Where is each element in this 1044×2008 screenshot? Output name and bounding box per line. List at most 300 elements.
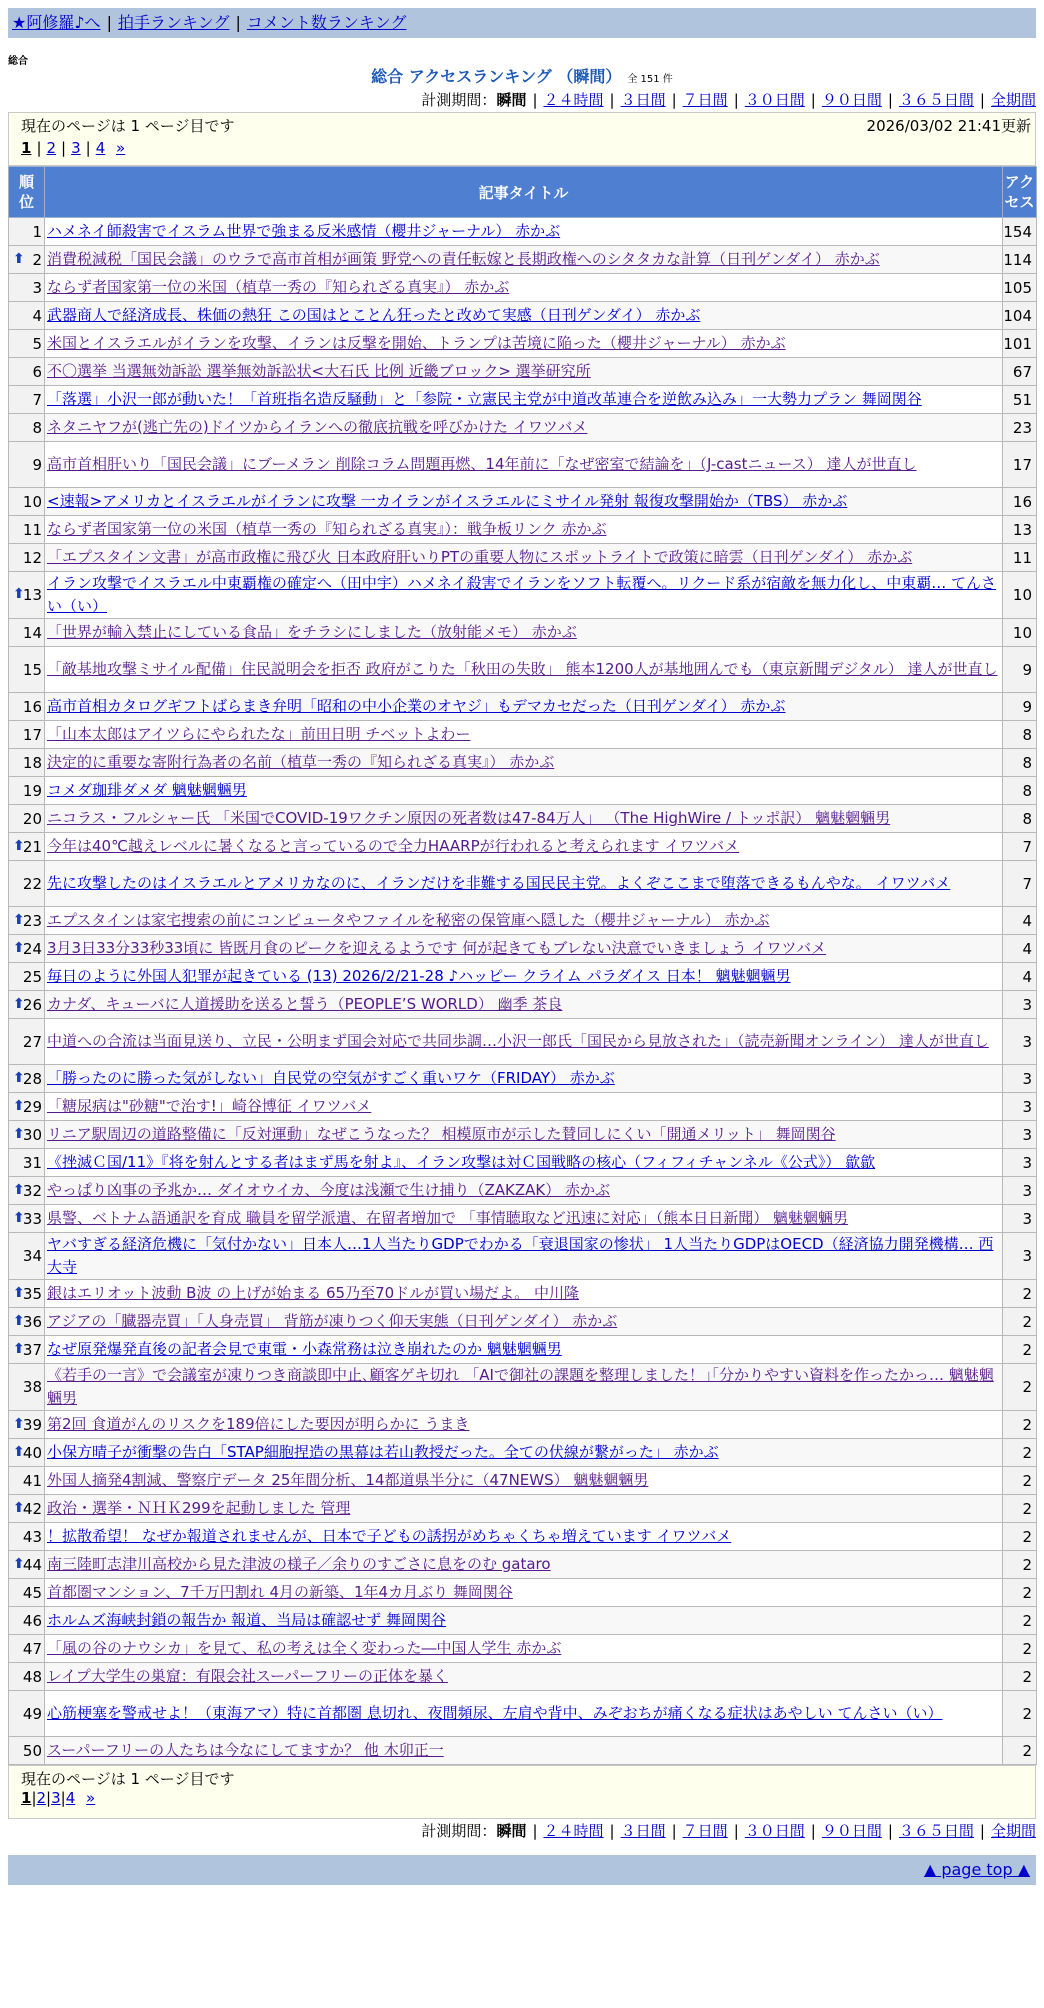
- rank-number: 20: [22, 809, 42, 828]
- rank-number: 15: [22, 660, 42, 679]
- up-arrow-icon: ⬆: [13, 1312, 25, 1329]
- title-cell: [45, 833, 1003, 861]
- rank-cell: [9, 1336, 45, 1364]
- access-count: 3: [1003, 991, 1037, 1019]
- table-row: [9, 907, 1037, 935]
- title-cell: [45, 1308, 1003, 1336]
- table-row: [9, 749, 1037, 777]
- table-row: [9, 1364, 1037, 1411]
- article-link[interactable]: 決定的に重要な寄附行為者の名前（植草一秀の『知られざる真実』） 赤かぶ: [47, 753, 555, 771]
- pager-page-link[interactable]: 4: [65, 1789, 76, 1807]
- top-nav-bar: ★阿修羅♪へ | 拍手ランキング | コメント数ランキング: [8, 8, 1036, 38]
- rank-number: 28: [22, 1069, 42, 1088]
- table-row: [9, 805, 1037, 833]
- table-row: [9, 1467, 1037, 1495]
- article-link[interactable]: 消費税減税「国民会議」のウラで高市首相が画策 野党への責任転嫁と長期政権へのシタタカな計算（日刊ゲンダイ） 赤かぶ: [47, 250, 880, 268]
- table-row: [9, 619, 1037, 647]
- rank-cell: [9, 1439, 45, 1467]
- rank-number: 40: [22, 1443, 42, 1462]
- article-link[interactable]: 「世界が輸入禁止にしている食品」をチラシにしました（放射能メモ） 赤かぶ: [47, 623, 577, 641]
- article-link[interactable]: 《若手の一言》で会議室が凍りつき商談即中止､顧客ゲキ切れ 「AIで御社の課題を整理しました！｣｢分かりやすい資料を作ったかっ… 魑魅魍魎男: [47, 1366, 994, 1407]
- period-option-link[interactable]: ３６５日間: [898, 1822, 974, 1840]
- title-cell: [45, 991, 1003, 1019]
- table-row: [9, 358, 1037, 386]
- title-cell: [45, 218, 1003, 246]
- article-link[interactable]: イラン攻撃でイスラエル中東覇権の確定へ（田中宇）ハメネイ殺害でイランをソフト転覆へ。リクード系が宿敵を無力化し、中東覇… てんさい（い）: [47, 574, 997, 615]
- up-arrow-icon: ⬆: [13, 1340, 25, 1357]
- home-link[interactable]: ★阿修羅♪へ: [12, 13, 101, 32]
- title-cell: [45, 1336, 1003, 1364]
- title-cell: [45, 274, 1003, 302]
- rank-cell: [9, 619, 45, 647]
- rank-number: 38: [22, 1378, 42, 1396]
- rank-number: 24: [22, 939, 42, 958]
- up-arrow-icon: ⬆: [13, 1415, 25, 1432]
- table-row: [9, 1551, 1037, 1579]
- table-row: [9, 1121, 1037, 1149]
- access-count: 23: [1003, 414, 1037, 442]
- title-cell: [45, 1093, 1003, 1121]
- pager-page-link[interactable]: 2: [36, 1789, 47, 1807]
- article-link[interactable]: ハメネイ師殺害でイスラム世界で強まる反米感情（櫻井ジャーナル） 赤かぶ: [47, 222, 561, 240]
- article-link[interactable]: 「風の谷のナウシカ」を見て、私の考えは全く変わった―中国人学生 赤かぶ: [47, 1639, 562, 1657]
- table-row: [9, 1065, 1037, 1093]
- up-arrow-icon: ⬆: [13, 1181, 25, 1198]
- title-cell: [45, 777, 1003, 805]
- table-row: [9, 963, 1037, 991]
- article-link[interactable]: ネタニヤフが(逃亡先の)ドイツからイランへの徹底抗戦を呼びかけた イワツバメ: [47, 418, 588, 436]
- rank-cell: [9, 1149, 45, 1177]
- rank-number: 45: [22, 1583, 42, 1602]
- title-cell: [45, 1579, 1003, 1607]
- up-arrow-icon: ⬆: [13, 939, 25, 956]
- pager: 1 | 2 | 3 | 4 »: [21, 139, 126, 157]
- rank-cell: [9, 1019, 45, 1065]
- rank-cell: [9, 1121, 45, 1149]
- article-link[interactable]: 武器商人で経済成長、株価の熱狂 この国はとことん狂ったと改めて実感（日刊ゲンダイ） 赤かぶ: [47, 306, 701, 324]
- period-option-link[interactable]: ９０日間: [821, 91, 882, 109]
- article-link[interactable]: 第2回 食道がんのリスクを189倍にした要因が明らかに うまき: [47, 1415, 470, 1433]
- rank-number: 2: [32, 250, 42, 269]
- table-row: [9, 330, 1037, 358]
- article-link[interactable]: ならず者国家第一位の米国（植草一秀の『知られざる真実』）：戦争板リンク 赤かぶ: [47, 520, 607, 538]
- rank-number: 39: [22, 1415, 42, 1434]
- access-count: 2: [1003, 1551, 1037, 1579]
- rank-cell: [9, 963, 45, 991]
- access-count: 4: [1003, 907, 1037, 935]
- access-count: 8: [1003, 805, 1037, 833]
- table-row: [9, 246, 1037, 274]
- title-cell: [45, 619, 1003, 647]
- table-row: [9, 721, 1037, 749]
- article-link[interactable]: 「エプスタイン文書」が高市政権に飛び火 日本政府肝いりPTの重要人物にスポットライトで政策に暗雲（日刊ゲンダイ） 赤かぶ: [47, 548, 913, 566]
- page-title-row: [8, 66, 1036, 88]
- table-row: [9, 833, 1037, 861]
- access-count: 114: [1003, 246, 1037, 274]
- rank-cell: [9, 1411, 45, 1439]
- table-row: [9, 442, 1037, 488]
- article-link[interactable]: 小保方晴子が衝撃の告白「STAP細胞捏造の黒幕は若山教授だった。全ての伏線が繋がった」 赤かぶ: [47, 1443, 719, 1461]
- access-count: 2: [1003, 1495, 1037, 1523]
- table-row: [9, 1439, 1037, 1467]
- title-header: 記事タイトル: [45, 167, 1003, 218]
- access-count: 8: [1003, 721, 1037, 749]
- access-count: 105: [1003, 274, 1037, 302]
- table-row: [9, 1663, 1037, 1691]
- period-option-link[interactable]: ３０日間: [744, 91, 805, 109]
- title-cell: [45, 861, 1003, 907]
- up-arrow-icon: ⬆: [13, 1443, 25, 1460]
- title-cell: [45, 330, 1003, 358]
- access-count: 154: [1003, 218, 1037, 246]
- period-selector-top: 計測期間：瞬間 | ２４時間 | ３日間 | ７日間 | ３０日間 | ９０日間 | ３６５日間 | 全期間: [421, 91, 1036, 109]
- access-count: 2: [1003, 1523, 1037, 1551]
- rank-number: 18: [22, 753, 42, 772]
- rank-cell: [9, 1523, 45, 1551]
- access-count: 4: [1003, 963, 1037, 991]
- article-link[interactable]: 外国人摘発4割減、警察庁データ 25年間分析、14都道県半分に（47NEWS） 魑魅魍魎男: [47, 1471, 649, 1489]
- page-top-link[interactable]: ▲ page top ▲: [923, 1860, 1030, 1879]
- up-arrow-icon: ⬆: [13, 1284, 25, 1301]
- rank-cell: [9, 1280, 45, 1308]
- table-row: [9, 1411, 1037, 1439]
- table-row: [9, 1691, 1037, 1737]
- period-label: 計測期間：: [421, 1822, 497, 1840]
- period-option-link[interactable]: ７日間: [682, 1822, 728, 1840]
- access-count: 104: [1003, 302, 1037, 330]
- page: [8, 8, 1036, 1885]
- table-row: [9, 1280, 1037, 1308]
- rank-cell: [9, 414, 45, 442]
- rank-cell: [9, 1065, 45, 1093]
- access-count: 4: [1003, 935, 1037, 963]
- access-count: 2: [1003, 1635, 1037, 1663]
- table-row: [9, 693, 1037, 721]
- rank-number: 26: [22, 995, 42, 1014]
- period-option-link[interactable]: ３０日間: [744, 1822, 805, 1840]
- period-option-link[interactable]: ３日間: [620, 1822, 666, 1840]
- title-cell: [45, 442, 1003, 488]
- article-link[interactable]: 不〇選挙 当選無効訴訟 選挙無効訴訟状<大石氏 比例 近畿ブロック> 選挙研究所: [47, 362, 591, 380]
- title-cell: [45, 488, 1003, 516]
- access-count: 3: [1003, 1019, 1037, 1065]
- access-count: 2: [1003, 1579, 1037, 1607]
- article-link[interactable]: アジアの「臓器売買」「人身売買」 背筋が凍りつく仰天実態（日刊ゲンダイ） 赤かぶ: [47, 1312, 618, 1330]
- access-header: アクセス: [1003, 167, 1037, 218]
- rank-cell: [9, 442, 45, 488]
- title-cell: [45, 1439, 1003, 1467]
- rank-number: 27: [22, 1032, 42, 1051]
- article-link[interactable]: 毎日のように外国人犯罪が起きている (13) 2026/2/21-28 ♪ハッピー クライム パラダイス 日本！ 魑魅魍魎男: [47, 967, 791, 985]
- article-link[interactable]: 政治・選挙・ＮＨＫ299を起動しました 管理: [47, 1499, 351, 1517]
- article-link[interactable]: なぜ原発爆発直後の記者会見で東電・小森常務は泣き崩れたのか 魑魅魍魎男: [47, 1340, 562, 1358]
- access-count: 8: [1003, 749, 1037, 777]
- page-title: 総合 アクセスランキング （瞬間）: [371, 67, 622, 86]
- rank-number: 49: [22, 1704, 42, 1723]
- access-count: 10: [1003, 572, 1037, 619]
- rank-number: 7: [32, 390, 42, 409]
- rank-cell: [9, 861, 45, 907]
- access-count: 67: [1003, 358, 1037, 386]
- rank-cell: [9, 516, 45, 544]
- rank-number: 30: [22, 1125, 42, 1144]
- rank-number: 31: [22, 1153, 42, 1172]
- rank-number: 44: [22, 1555, 42, 1574]
- rank-cell: [9, 805, 45, 833]
- up-arrow-icon: ⬆: [13, 250, 25, 267]
- rank-number: 5: [32, 334, 42, 353]
- rank-cell: [9, 330, 45, 358]
- up-arrow-icon: ⬆: [13, 1125, 25, 1142]
- article-link[interactable]: 「勝ったのに勝った気がしない」自民党の空気がすごく重いワケ（FRIDAY） 赤かぶ: [47, 1069, 615, 1087]
- title-cell: [45, 1065, 1003, 1093]
- article-link[interactable]: <速報>アメリカとイスラエルがイランに攻撃 一カイランがイスラエルにミサイル発射 報復攻撃開始か（TBS） 赤かぶ: [47, 492, 848, 510]
- article-link[interactable]: 「落選」小沢一郎が動いた！「首班指名造反騒動」と「参院・立憲民主党が中道改革連合を逆飲み込み」一大勢力プラン 舞岡関谷: [47, 390, 922, 408]
- title-cell: [45, 935, 1003, 963]
- title-cell: [45, 572, 1003, 619]
- rank-number: 3: [32, 278, 42, 297]
- article-link[interactable]: 首都圏マンション、7千万円割れ 4月の新築、1年4カ月ぶり 舞岡関谷: [47, 1583, 513, 1601]
- rank-cell: [9, 749, 45, 777]
- title-cell: [45, 1607, 1003, 1635]
- access-count: 13: [1003, 516, 1037, 544]
- title-cell: [45, 1495, 1003, 1523]
- article-link[interactable]: カナダ、キューバに人道援助を送ると誓う（PEOPLE’S WORLD） 幽季 茶良: [47, 995, 563, 1013]
- article-link[interactable]: ヤバすぎる経済危機に「気付かない」日本人…1人当たりGDPでわかる「衰退国家の惨状」 1人当たりGDPはOECD（経済協力開発機構… 西大寺: [47, 1235, 994, 1276]
- article-link[interactable]: レイプ大学生の巣窟：有限会社スーパーフリーの正体を暴く: [47, 1667, 448, 1685]
- table-row: [9, 544, 1037, 572]
- title-cell: [45, 805, 1003, 833]
- period-label: 計測期間：: [421, 91, 497, 109]
- table-row: [9, 777, 1037, 805]
- rank-number: 17: [22, 725, 42, 744]
- article-link[interactable]: 先に攻撃したのはイスラエルとアメリカなのに、イランだけを非難する国民民主党。よくぞここまで堕落できるもんやな。 イワツバメ: [47, 874, 951, 892]
- article-link[interactable]: 今年は40℃越えレベルに暑くなると言っているので全力HAARPが行われると考えられます イワツバメ: [47, 837, 740, 855]
- table-row: [9, 1233, 1037, 1280]
- table-row: [9, 1149, 1037, 1177]
- title-cell: [45, 386, 1003, 414]
- rank-number: 23: [22, 911, 42, 930]
- pager-next-link[interactable]: »: [86, 1789, 96, 1807]
- title-cell: [45, 647, 1003, 693]
- up-arrow-icon: ⬆: [13, 1555, 25, 1572]
- rank-header: 順位: [9, 167, 45, 218]
- article-link[interactable]: 中道への合流は当面見送り、立民・公明まず国会対応で共同歩調…小沢一郎氏「国民から見放された」（読売新聞オンライン） 達人が世直し: [47, 1032, 989, 1050]
- comment-ranking-link[interactable]: コメント数ランキング: [246, 13, 407, 32]
- page-info-top: [8, 112, 1036, 166]
- rank-cell: [9, 1663, 45, 1691]
- pager-current-page: 1: [21, 1789, 32, 1807]
- period-option-link[interactable]: ２４時間: [543, 91, 604, 109]
- rank-number: 21: [22, 837, 42, 856]
- rank-cell: [9, 1364, 45, 1411]
- title-cell: [45, 749, 1003, 777]
- table-row: [9, 1523, 1037, 1551]
- table-row: [9, 861, 1037, 907]
- title-cell: [45, 963, 1003, 991]
- article-link[interactable]: 3月3日33分33秒33頃に 皆既月食のピークを迎えるようです 何が起きてもブレない決意でいきましょう イワツバメ: [47, 939, 827, 957]
- access-count: 2: [1003, 1663, 1037, 1691]
- rank-cell: [9, 572, 45, 619]
- period-option-link[interactable]: ３６５日間: [898, 91, 974, 109]
- rank-cell: [9, 358, 45, 386]
- period-option-link[interactable]: ９０日間: [821, 1822, 882, 1840]
- access-count: 7: [1003, 861, 1037, 907]
- rank-cell: [9, 1233, 45, 1280]
- article-link[interactable]: 高市首相カタログギフトばらまき弁明「昭和の中小企業のオヤジ」もデマカセだった（日刊ゲンダイ） 赤かぶ: [47, 697, 786, 715]
- rank-cell: [9, 777, 45, 805]
- period-option-link[interactable]: ２４時間: [543, 1822, 604, 1840]
- rank-cell: [9, 935, 45, 963]
- title-cell: [45, 1523, 1003, 1551]
- period-current: 瞬間: [496, 91, 527, 109]
- table-row: [9, 1019, 1037, 1065]
- rank-number: 32: [22, 1181, 42, 1200]
- article-link[interactable]: ならず者国家第一位の米国（植草一秀の『知られざる真実』） 赤かぶ: [47, 278, 510, 296]
- rank-number: 33: [22, 1209, 42, 1228]
- pager-page-link[interactable]: 2: [46, 139, 57, 157]
- article-link[interactable]: 「糖尿病は"砂糖"で治す!」崎谷博征 イワツバメ: [47, 1097, 372, 1115]
- article-link[interactable]: 高市首相肝いり「国民会議」にブーメラン 削除コラム問題再燃、14年前に「なぜ密室で結論を」（J-castニュース） 達人が世直し: [47, 455, 917, 473]
- table-row: [9, 274, 1037, 302]
- rank-number: 37: [22, 1340, 42, 1359]
- rank-cell: [9, 833, 45, 861]
- rank-number: 11: [22, 520, 42, 539]
- table-row: [9, 1336, 1037, 1364]
- title-cell: [45, 358, 1003, 386]
- rank-cell: [9, 302, 45, 330]
- ranking-table: [8, 166, 1037, 1765]
- article-link[interactable]: スーパーフリーの人たちは今なにしてますか？ 他 木卯正一: [47, 1741, 444, 1759]
- rank-cell: [9, 1635, 45, 1663]
- rank-number: 13: [22, 586, 42, 604]
- rank-cell: [9, 647, 45, 693]
- article-link[interactable]: 県警、ベトナム語通訳を育成 職員を留学派遣、在留者増加で 「事情聴取など迅速に対応」（熊本日日新聞） 魑魅魍魎男: [47, 1209, 849, 1227]
- up-arrow-icon: ⬆: [13, 837, 25, 854]
- access-count: 3: [1003, 1205, 1037, 1233]
- article-link[interactable]: 銀はエリオット波動 B波 の上げが始まる 65乃至70ドルが買い場だよ。 中川隆: [47, 1284, 579, 1302]
- period-selector-bottom: 計測期間：瞬間 | ２４時間 | ３日間 | ７日間 | ３０日間 | ９０日間 | ３６５日間 | 全期間: [421, 1822, 1036, 1840]
- title-cell: [45, 1280, 1003, 1308]
- article-link[interactable]: ！拡散希望！ なぜか報道されませんが、日本で子どもの誘拐がめちゃくちゃ増えています イワツバメ: [47, 1527, 732, 1545]
- article-link[interactable]: 米国とイスラエルがイランを攻撃、イランは反撃を開始、トランプは苦境に陥った（櫻井ジャーナル） 赤かぶ: [47, 334, 786, 352]
- title-cell: [45, 907, 1003, 935]
- period-option-link[interactable]: 全期間: [990, 91, 1036, 109]
- up-arrow-icon: ⬆: [13, 1097, 25, 1114]
- rank-cell: [9, 246, 45, 274]
- current-page-text: 現在のページは 1 ページ目です: [21, 1770, 235, 1788]
- table-row: [9, 991, 1037, 1019]
- page-info-bottom: [8, 1765, 1036, 1819]
- applause-ranking-link[interactable]: 拍手ランキング: [117, 13, 230, 32]
- rank-number: 47: [22, 1639, 42, 1658]
- article-link[interactable]: ニコラス・フルシャー氏 「米国でCOVID-19ワクチン原因の死者数は47-84万人」 （The HighWire / トッポ訳） 魑魅魍魎男: [47, 809, 891, 827]
- article-link[interactable]: コメダ珈琲ダメダ 魑魅魍魎男: [47, 781, 247, 799]
- up-arrow-icon: ⬆: [13, 1069, 25, 1086]
- section-label: 総合: [8, 56, 28, 67]
- rank-cell: [9, 907, 45, 935]
- rank-cell: [9, 488, 45, 516]
- title-cell: [45, 516, 1003, 544]
- table-row: [9, 386, 1037, 414]
- article-link[interactable]: ホルムズ海峡封鎖の報告か 報道、当局は確認せず 舞岡関谷: [47, 1611, 446, 1629]
- table-row: [9, 1205, 1037, 1233]
- rank-number: 1: [32, 222, 42, 241]
- article-link[interactable]: 「敵基地攻撃ミサイル配備」住民説明会を拒否 政府がこりた「秋田の失敗」 熊本1200人が基地囲んでも（東京新聞デジタル） 達人が世直し: [47, 660, 998, 678]
- access-count: 3: [1003, 1177, 1037, 1205]
- period-option-link[interactable]: ７日間: [682, 91, 728, 109]
- access-count: 3: [1003, 1065, 1037, 1093]
- title-cell: [45, 1691, 1003, 1737]
- article-link[interactable]: 南三陸町志津川高校から見た津波の様子／余りのすごさに息をのむ gataro: [47, 1555, 551, 1573]
- rank-cell: [9, 1467, 45, 1495]
- title-cell: [45, 1663, 1003, 1691]
- rank-cell: [9, 1737, 45, 1765]
- access-count: 2: [1003, 1280, 1037, 1308]
- article-link[interactable]: 《挫滅Ｃ国/11》『将を射んとする者はまず馬を射よ』、イラン攻撃は対Ｃ国戦略の核心（フィフィチャンネル《公式》） 歙歙: [47, 1153, 876, 1171]
- access-count: 2: [1003, 1691, 1037, 1737]
- article-link[interactable]: やっぱり凶事の予兆か… ダイオウイカ、今度は浅瀬で生け捕り（ZAKZAK） 赤かぶ: [47, 1181, 611, 1199]
- title-cell: [45, 1411, 1003, 1439]
- title-cell: [45, 1149, 1003, 1177]
- rank-number: 34: [22, 1247, 42, 1265]
- up-arrow-icon: ⬆: [13, 995, 25, 1012]
- rank-number: 9: [32, 455, 42, 474]
- title-cell: [45, 1233, 1003, 1280]
- pager-page-link[interactable]: 3: [51, 1789, 61, 1807]
- access-count: 3: [1003, 1093, 1037, 1121]
- rank-number: 12: [22, 548, 42, 567]
- rank-number: 41: [22, 1471, 42, 1490]
- pager-next-link[interactable]: »: [116, 139, 126, 157]
- rank-number: 50: [22, 1741, 42, 1760]
- article-link[interactable]: 心筋梗塞を警戒せよ！（東海アマ）特に首都圏 息切れ、夜間頻尿、左肩や背中、みぞおちが痛くなる症状はあやしい てんさい（い）: [47, 1704, 943, 1722]
- title-cell: [45, 246, 1003, 274]
- rank-cell: [9, 218, 45, 246]
- table-row: [9, 414, 1037, 442]
- rank-cell: [9, 544, 45, 572]
- table-row: [9, 1635, 1037, 1663]
- access-count: 2: [1003, 1607, 1037, 1635]
- access-count: 8: [1003, 777, 1037, 805]
- access-count: 16: [1003, 488, 1037, 516]
- current-page-text: 現在のページは 1 ページ目です: [21, 117, 235, 135]
- rank-cell: [9, 693, 45, 721]
- pager-page-link[interactable]: 4: [95, 139, 106, 157]
- table-row: [9, 1737, 1037, 1765]
- access-count: 101: [1003, 330, 1037, 358]
- title-cell: [45, 721, 1003, 749]
- article-link[interactable]: 「山本太郎はアイツらにやられたな」前田日明 チベットよわー: [47, 725, 471, 743]
- period-option-link[interactable]: 全期間: [990, 1822, 1036, 1840]
- table-row: [9, 302, 1037, 330]
- access-count: 2: [1003, 1737, 1037, 1765]
- rank-cell: [9, 274, 45, 302]
- access-count: 2: [1003, 1439, 1037, 1467]
- table-row: [9, 1579, 1037, 1607]
- period-option-link[interactable]: ３日間: [620, 91, 666, 109]
- pager-page-link[interactable]: 3: [71, 139, 81, 157]
- article-link[interactable]: エプスタインは家宅捜索の前にコンピュータやファイルを秘密の保管庫へ隠した（櫻井ジャーナル） 赤かぶ: [47, 911, 770, 929]
- title-cell: [45, 1364, 1003, 1411]
- access-count: 3: [1003, 1233, 1037, 1280]
- rank-cell: [9, 1093, 45, 1121]
- up-arrow-icon: ⬆: [13, 911, 25, 928]
- rank-number: 16: [22, 697, 42, 716]
- article-link[interactable]: リニア駅周辺の道路整備に「反対運動」なぜこうなった？ 相模原市が示した賛同しにくい「開通メリット」 舞岡関谷: [47, 1125, 836, 1143]
- access-count: 11: [1003, 544, 1037, 572]
- pager: 1|2|3|4 »: [21, 1789, 96, 1807]
